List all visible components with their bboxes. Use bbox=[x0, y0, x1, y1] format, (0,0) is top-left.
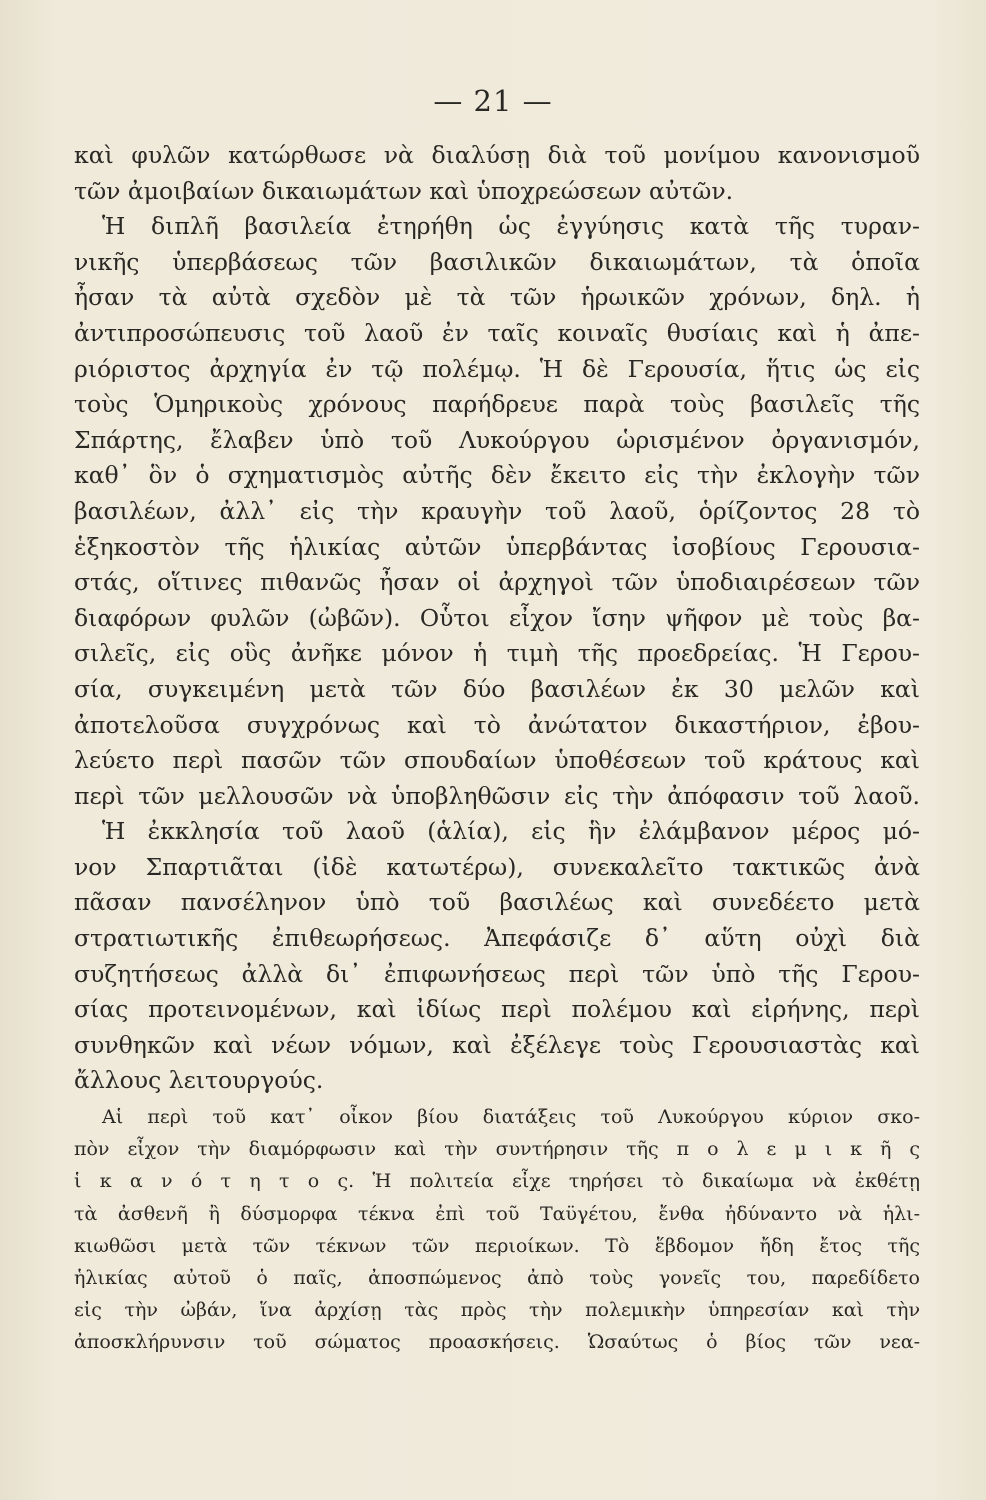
text-line: τοὺς Ὁμηρικοὺς χρόνους παρήδρευε παρὰ τοὺς βασιλεῖς τῆς bbox=[74, 390, 920, 419]
text-line: συζητήσεως ἀλλὰ δι᾽ ἐπιφωνήσεως περὶ τῶν ὑπὸ τῆς Γερου- bbox=[74, 959, 920, 988]
text-line: στάς, οἵτινες πιθανῶς ἦσαν οἱ ἀρχηγοὶ τῶν ὑποδιαιρέσεων τῶν bbox=[74, 568, 920, 597]
page-number: — 21 — bbox=[433, 84, 553, 118]
text-line: Ἡ ἐκκλησία τοῦ λαοῦ (ἁλία), εἰς ἣν ἐλάμβανον μέρος μό- bbox=[102, 817, 920, 846]
text-line: τῶν ἀμοιβαίων δικαιωμάτων καὶ ὑποχρεώσεων αὐτῶν. bbox=[74, 176, 734, 205]
text-line: ἦσαν τὰ αὐτὰ σχεδὸν μὲ τὰ τῶν ἡρωικῶν χρόνων, δηλ. ἡ bbox=[74, 283, 920, 312]
text-line: ἀποτελοῦσα συγχρόνως καὶ τὸ ἀνώτατον δικαστήριον, ἐβου- bbox=[74, 710, 920, 739]
text-line: ἀποσκλήρυνσιν τοῦ σώματος προασκήσεις. Ὡσαύτως ὁ βίος τῶν νεα- bbox=[74, 1331, 920, 1354]
small-print-paragraph bbox=[74, 1101, 920, 1359]
text-line: ἡλικίας αὐτοῦ ὁ παῖς, ἀποσπώμενος ἀπὸ τοὺς γονεῖς του, παρεδίδετο bbox=[74, 1266, 920, 1289]
text-line: ριόριστος ἀρχηγία ἐν τῷ πολέμῳ. Ἡ δὲ Γερουσία, ἥτις ὡς εἰς bbox=[74, 354, 920, 383]
text-line: εἰς τὴν ὠβάν, ἵνα ἀρχίσῃ τὰς πρὸς τὴν πολεμικὴν ὑπηρεσίαν καὶ τὴν bbox=[74, 1299, 920, 1322]
text-line: πᾶσαν πανσέληνον ὑπὸ τοῦ βασιλέως καὶ συνεδέετο μετὰ bbox=[74, 888, 920, 917]
text-line: σία, συγκειμένη μετὰ τῶν δύο βασιλέων ἐκ 30 μελῶν καὶ bbox=[74, 674, 920, 703]
text-line: ἱ κ α ν ό τ η τ ο ς. Ἡ πολιτεία εἶχε τηρήσει τὸ δικαίωμα νὰ ἐκθέτῃ bbox=[74, 1170, 920, 1193]
text-line: στρατιωτικῆς ἐπιθεωρήσεως. Ἀπεφάσιζε δ᾽ αὕτη οὐχὶ διὰ bbox=[74, 924, 920, 953]
text-line: διαφόρων φυλῶν (ὠβῶν). Οὗτοι εἶχον ἴσην ψῆφον μὲ τοὺς βα- bbox=[74, 603, 920, 632]
text-line: τὰ ἀσθενῆ ἢ δύσμορφα τέκνα ἐπὶ τοῦ Ταϋγέτου, ἔνθα ἠδύναντο νὰ ἡλι- bbox=[74, 1202, 920, 1225]
text-line: βασιλέων, ἀλλ᾽ εἰς τὴν κραυγὴν τοῦ λαοῦ, ὁρίζοντος 28 τὸ bbox=[74, 496, 920, 525]
text-line: ἀντιπροσώπευσις τοῦ λαοῦ ἐν ταῖς κοιναῖς θυσίαις καὶ ἡ ἀπε- bbox=[74, 318, 920, 347]
text-line: σιλεῖς, εἰς οὓς ἀνῆκε μόνον ἡ τιμὴ τῆς προεδρείας. Ἡ Γερου- bbox=[74, 639, 920, 668]
text-line: συνθηκῶν καὶ νέων νόμων, καὶ ἐξέλεγε τοὺς Γερουσιαστὰς καὶ bbox=[74, 1030, 920, 1059]
main-text bbox=[74, 138, 920, 1099]
text-line: ἄλλους λειτουργούς. bbox=[74, 1066, 324, 1095]
text-line: καθ᾽ ὃν ὁ σχηματισμὸς αὐτῆς δὲν ἔκειτο εἰς τὴν ἐκλογὴν τῶν bbox=[74, 461, 920, 490]
text-line: σίας προτεινομένων, καὶ ἰδίως περὶ πολέμου καὶ εἰρήνης, περὶ bbox=[74, 995, 920, 1024]
text-line: κιωθῶσι μετὰ τῶν τέκνων τῶν περιοίκων. Τὸ ἕβδομον ἤδη ἔτος τῆς bbox=[74, 1234, 920, 1257]
text-line: ἑξηκοστὸν τῆς ἡλικίας αὐτῶν ὑπερβάντας ἰσοβίους Γερουσια- bbox=[74, 532, 920, 561]
text-line: Σπάρτης, ἔλαβεν ὑπὸ τοῦ Λυκούργου ὡρισμένον ὀργανισμόν, bbox=[74, 425, 920, 454]
text-line: Αἱ περὶ τοῦ κατ᾽ οἶκον βίου διατάξεις τοῦ Λυκούργου κύριον σκο- bbox=[102, 1106, 920, 1128]
text-line: καὶ φυλῶν κατώρθωσε νὰ διαλύσῃ διὰ τοῦ μονίμου κανονισμοῦ bbox=[74, 141, 920, 169]
text-line: Ἡ διπλῆ βασιλεία ἐτηρήθη ὡς ἐγγύησις κατὰ τῆς τυραν- bbox=[102, 212, 920, 241]
text-line: λεύετο περὶ πασῶν τῶν σπουδαίων ὑποθέσεων τοῦ κράτους καὶ bbox=[74, 746, 920, 775]
text-line: πὸν εἶχον τὴν διαμόρφωσιν καὶ τὴν συντήρησιν τῆς π ο λ ε μ ι κ ῆ ς bbox=[74, 1138, 920, 1161]
text-line: νον Σπαρτιᾶται (ἰδὲ κατωτέρω), συνεκαλεῖτο τακτικῶς ἀνὰ bbox=[74, 852, 920, 881]
text-line: περὶ τῶν μελλουσῶν νὰ ὑποβληθῶσιν εἰς τὴν ἀπόφασιν τοῦ λαοῦ. bbox=[74, 781, 920, 810]
text-line: νικῆς ὑπερβάσεως τῶν βασιλικῶν δικαιωμάτων, τὰ ὁποῖα bbox=[74, 247, 920, 276]
